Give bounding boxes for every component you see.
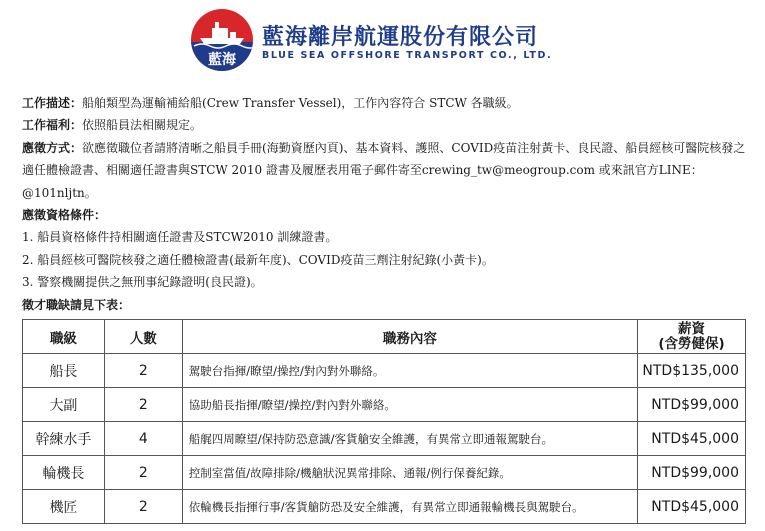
cell-salary: NTD$45,000 bbox=[637, 422, 745, 456]
table-heading: 徵才職缺請見下表： bbox=[22, 297, 131, 312]
requirement-item: 2. 船員經核可醫院核發之適任體檢證書(最新年度)、COVID疫苗三劑注射紀錄(小黃卡)。 bbox=[22, 252, 494, 267]
cell-count: 2 bbox=[104, 388, 182, 422]
requirements-heading: 應徵資格條件： bbox=[22, 208, 107, 223]
company-logo bbox=[190, 8, 254, 72]
table-row bbox=[23, 354, 746, 388]
cell-salary: NTD$135,000 bbox=[637, 354, 745, 388]
header-salary: 薪資 (含勞健保) bbox=[637, 320, 745, 354]
welfare-text: 依照船員法相關規定。 bbox=[82, 118, 203, 133]
cell-duty: 控制室當值/故障排除/機艙狀況異常排除、通報/例行保養紀錄。 bbox=[182, 456, 637, 490]
header-duty: 職務內容 bbox=[182, 320, 637, 354]
cell-count: 2 bbox=[104, 456, 182, 490]
cell-count: 4 bbox=[104, 422, 182, 456]
apply-text: 欲應徵職位者請將清晰之船員手冊(海勤資歷內頁)、基本資料、護照、COVID疫苗注射黃卡、良民證、船員經核可醫院核發之適任體檢證書、相關適任證書與STCW 2010 證書及履歷表用電子郵件寄至crewing_tw@meogroup.com 或來訊官方LINE：@101nljtn。 bbox=[22, 140, 746, 200]
cell-duty: 船艉四周瞭望/保持防恐意識/客貨艙安全維護，有異常立即通報駕駛台。 bbox=[182, 422, 637, 456]
cell-rank: 大副 bbox=[23, 388, 105, 422]
cell-rank: 輪機長 bbox=[23, 456, 105, 490]
job-openings-table bbox=[22, 319, 746, 524]
header-rank: 職級 bbox=[23, 320, 105, 354]
requirement-item: 1. 船員資格條件持相關適任證書及STCW2010 訓練證書。 bbox=[22, 230, 338, 245]
cell-duty: 駕駛台指揮/瞭望/操控/對內對外聯絡。 bbox=[182, 354, 637, 388]
cell-rank: 機匠 bbox=[23, 490, 105, 524]
company-name-zh: 藍海離岸航運股份有限公司 bbox=[262, 25, 539, 50]
apply-label: 應徵方式： bbox=[22, 140, 83, 155]
cell-duty: 協助船長指揮/瞭望/操控/對內對外聯絡。 bbox=[182, 388, 637, 422]
table-row bbox=[23, 456, 746, 490]
description-label: 工作描述： bbox=[22, 96, 83, 110]
welfare-line bbox=[22, 114, 747, 136]
cell-salary: NTD$99,000 bbox=[637, 388, 745, 422]
table-row bbox=[23, 490, 746, 524]
table-row bbox=[23, 422, 746, 456]
welfare-label: 工作福利： bbox=[22, 118, 83, 133]
cell-duty: 依輪機長指揮行事/客貨艙防恐及安全維護，有異常立即通報輪機長與駕駛台。 bbox=[182, 490, 637, 524]
cell-rank: 船長 bbox=[23, 354, 105, 388]
cell-salary: NTD$99,000 bbox=[637, 456, 745, 490]
table-row bbox=[23, 388, 746, 422]
job-posting-text bbox=[22, 92, 747, 316]
header-count: 人數 bbox=[104, 320, 182, 354]
apply-line bbox=[22, 137, 747, 204]
table-header-row bbox=[23, 320, 746, 354]
cell-count: 2 bbox=[104, 490, 182, 524]
cell-rank: 幹練水手 bbox=[23, 422, 105, 456]
description-line bbox=[22, 92, 747, 114]
cell-salary: NTD$45,000 bbox=[637, 490, 745, 524]
svg-text:藍海: 藍海 bbox=[208, 52, 236, 68]
requirement-item: 3. 警察機關提供之無刑事紀錄證明(良民證)。 bbox=[22, 275, 263, 290]
company-name-en: BLUE SEA OFFSHORE TRANSPORT CO., LTD. bbox=[262, 50, 553, 61]
description-text: 船舶類型為運輸補給船(Crew Transfer Vessel)，工作內容符合 STCW 各職級。 bbox=[82, 96, 519, 110]
letterhead bbox=[0, 0, 765, 80]
cell-count: 2 bbox=[104, 354, 182, 388]
